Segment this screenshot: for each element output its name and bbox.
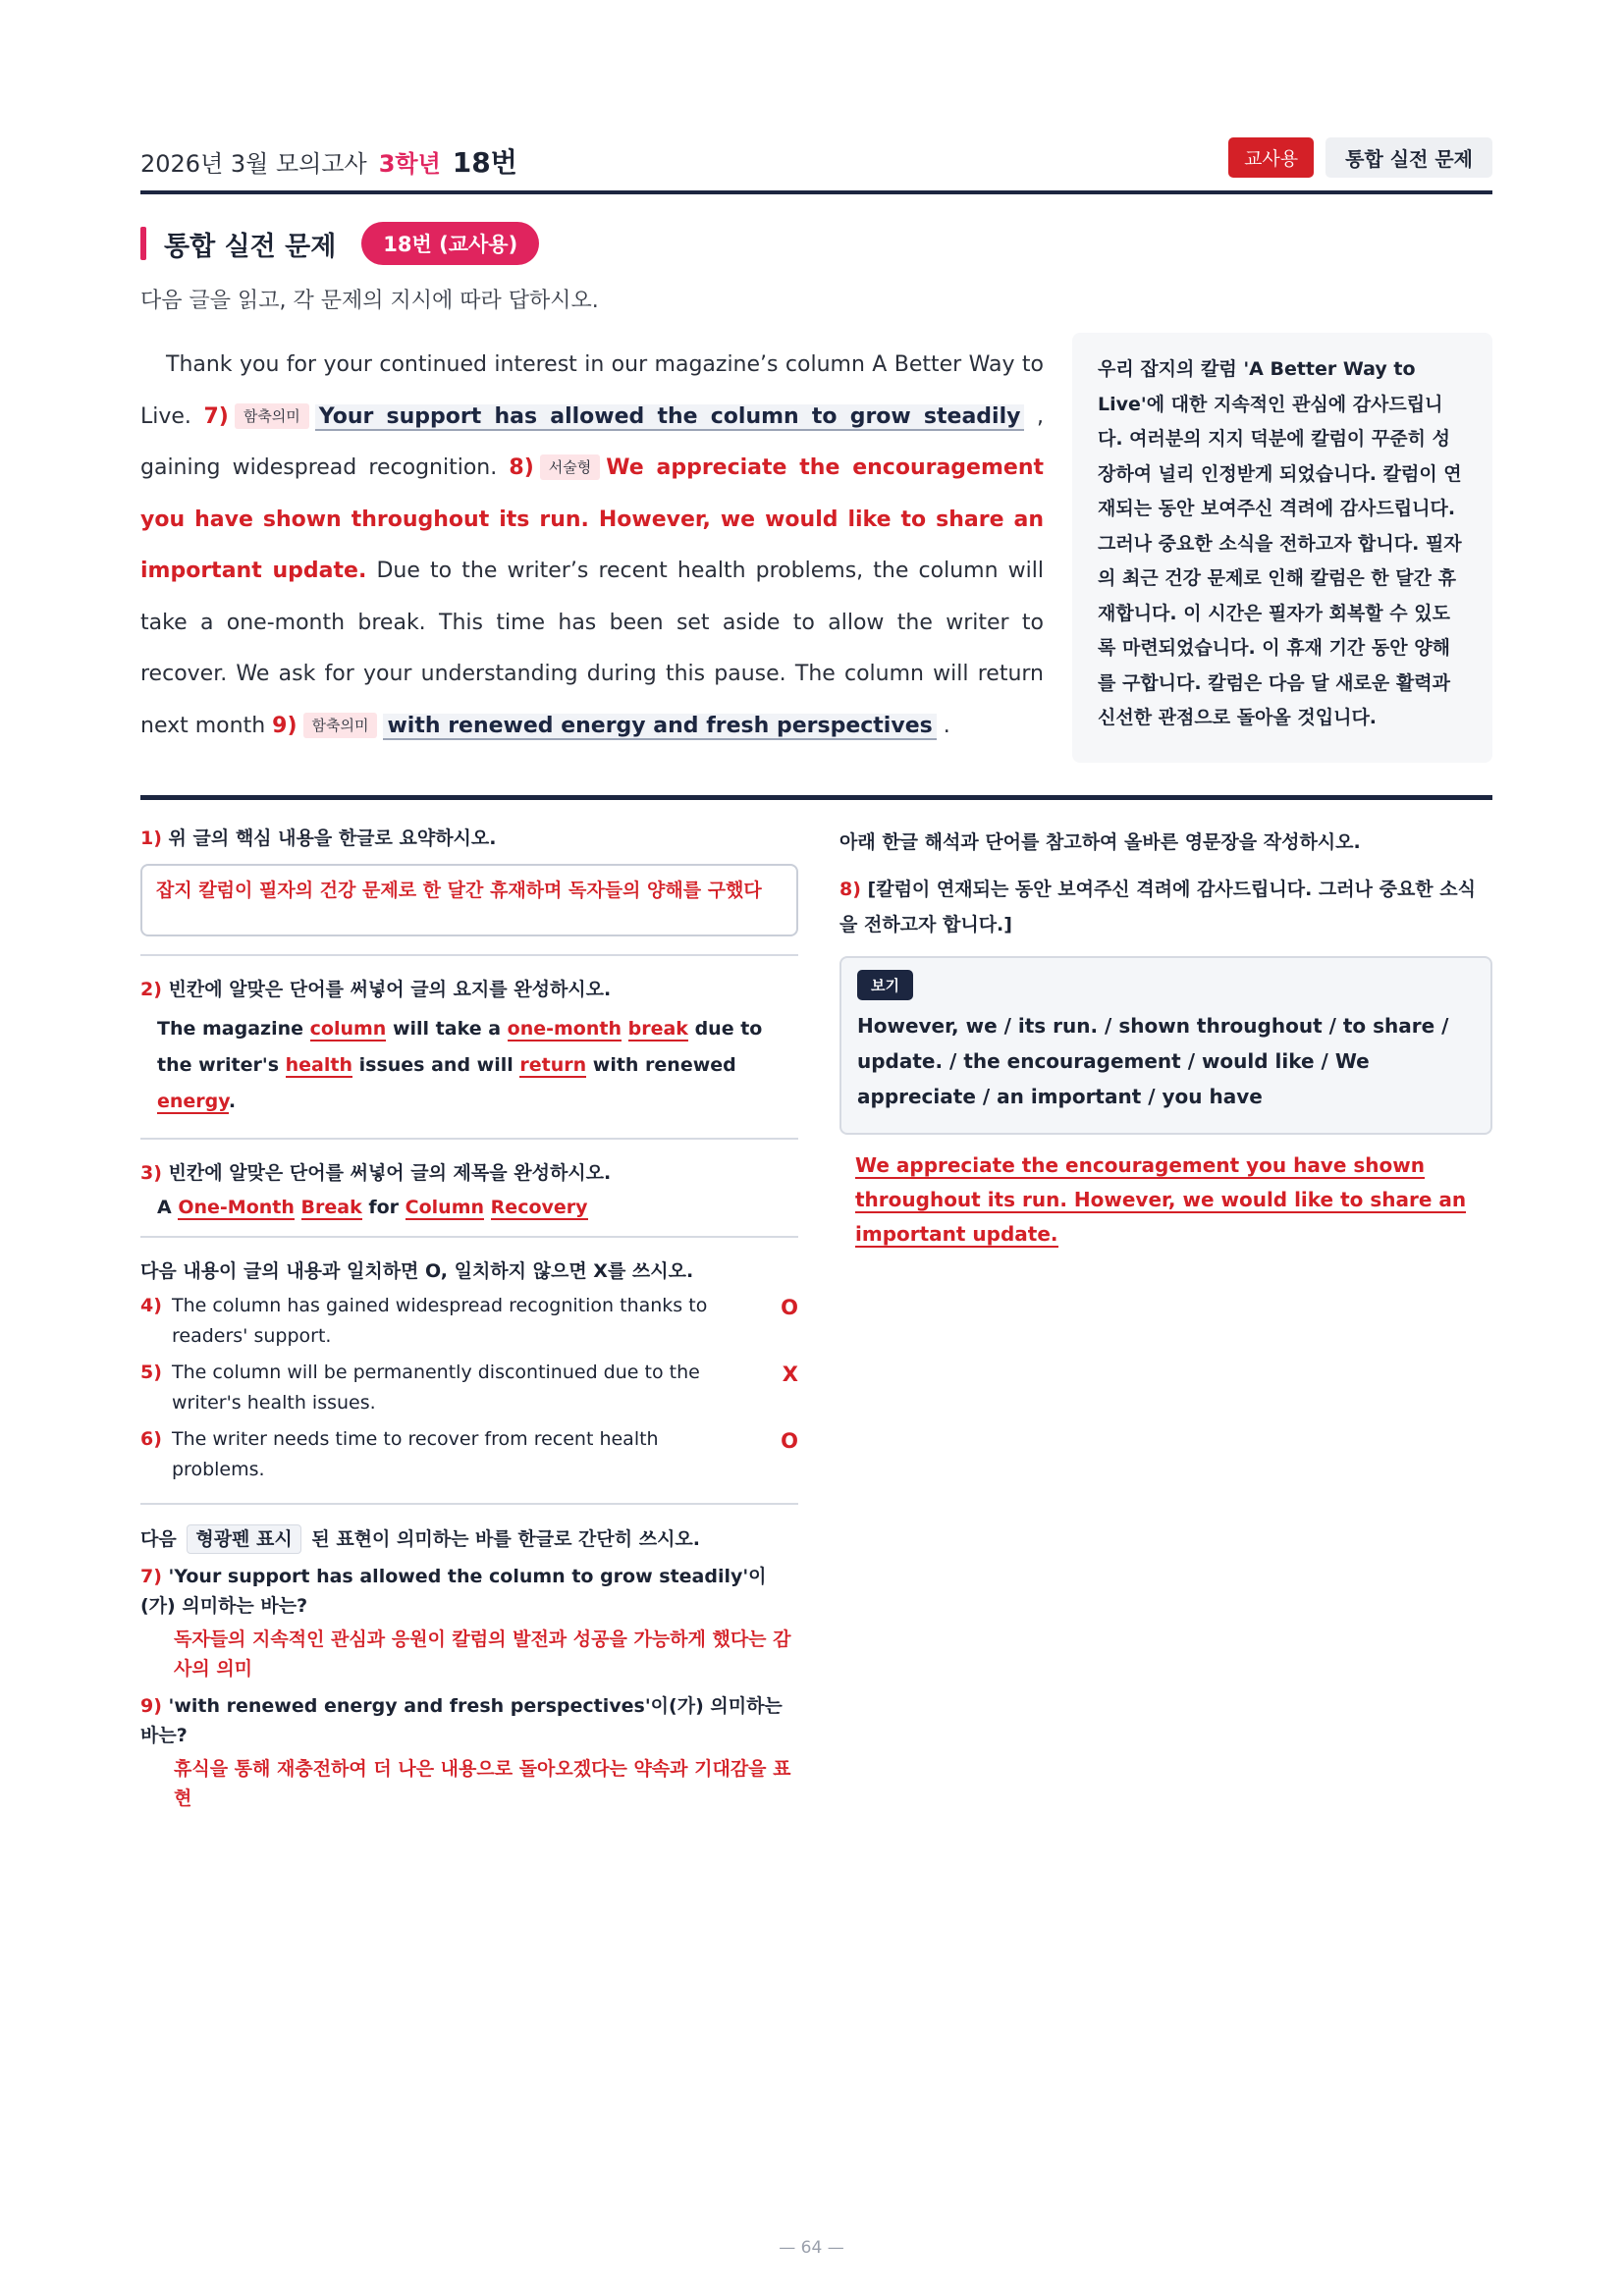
blank-answer: column bbox=[309, 1018, 387, 1040]
teacher-badge: 교사용 bbox=[1228, 137, 1314, 178]
blank-answer: break bbox=[627, 1018, 688, 1040]
passage-text: Thank you for your continued interest in our magazine’s column A Better Way to Live. bbox=[140, 352, 1044, 429]
q3-heading bbox=[140, 1159, 798, 1187]
passage-text: . bbox=[943, 713, 950, 738]
q8-english-answer bbox=[839, 1148, 1492, 1252]
meaning-instruction bbox=[140, 1524, 798, 1554]
blank-answer: health bbox=[285, 1054, 352, 1076]
q7-tag: 함축의미 bbox=[235, 403, 309, 429]
blank-answer: one-month bbox=[507, 1018, 622, 1040]
q7-highlight: Your support has allowed the column to grow steadily bbox=[315, 404, 1025, 431]
q7-answer: 독자들의 지속적인 관심과 응원이 칼럼의 발전과 성공을 가능하게 했다는 감사의 의미 bbox=[174, 1629, 791, 1680]
ox-item bbox=[140, 1291, 798, 1352]
ox-answer: O bbox=[781, 1296, 798, 1319]
title-accent-bar bbox=[140, 227, 146, 260]
blank-answer: return bbox=[519, 1054, 587, 1076]
translation-box: 우리 잡지의 칼럼 'A Better Way to Live'에 대한 지속적인 관심에 감사드립니다. 여러분의 지지 덕분에 칼럼이 꾸준히 성장하여 널리 인정받게 되었습니다. 칼럼이 연재되는 동안 보여주신 격려에 감사드립니다. 그러나 중요한 소식을 전하고자 합니다. 필자의 최근 건강 문제로 인해 칼럼은 한 달간 휴재합니다. 이 시간은 필자가 회복할 수 있도록 마련되었습니다. 이 휴재 기간 동안 양해를 구합니다. 칼럼은 다음 달 새로운 활력과 신선한 관점으로 돌아올 것입니다. bbox=[1072, 333, 1492, 763]
section-instruction: 다음 글을 읽고, 각 문제의 지시에 따라 답하시오. bbox=[140, 289, 599, 313]
ox-number: 5) bbox=[140, 1362, 162, 1383]
q8-heading bbox=[839, 872, 1492, 942]
ox-item bbox=[140, 1358, 798, 1418]
questions-left-column bbox=[140, 825, 798, 1813]
q7-meaning-text: 'Your support has allowed the column to grow steadily'이(가) 의미하는 바는? bbox=[140, 1566, 767, 1617]
ox-instruction: 다음 내용이 글의 내용과 일치하면 O, 일치하지 않으면 X를 쓰시오. bbox=[140, 1260, 694, 1282]
instruction-text: 된 표현이 의미하는 바를 한글로 간단히 쓰시오. bbox=[311, 1528, 700, 1550]
q8-target-sentence: We appreciate the encouragement you have shown throughout its run. However, we would like to share an important update. bbox=[140, 455, 1045, 583]
q8-comp-number: 8) bbox=[839, 879, 861, 900]
bogi-box bbox=[839, 956, 1492, 1135]
q2-summary bbox=[140, 1011, 798, 1120]
q2-heading bbox=[140, 976, 798, 1003]
blank-answer: Break bbox=[300, 1197, 362, 1218]
divider bbox=[140, 1138, 798, 1140]
passage-text: Due to the writer’s recent health problems, the column will take a one-month break. This time has been set aside to allow the writer to recover. We ask for your understanding during this pause. The column will return next month bbox=[140, 559, 1044, 738]
bogi-words: However, we / its run. / shown throughout / to share / update. / the encouragement / would like / We appreciate / an important / you have bbox=[857, 1014, 1449, 1108]
section-title-text: 통합 실전 문제 bbox=[164, 231, 337, 262]
q1-text: 위 글의 핵심 내용을 한글로 요약하시오. bbox=[168, 828, 497, 849]
passage-text: , gaining widespread recognition. bbox=[140, 403, 1044, 480]
q3-title-answer bbox=[140, 1197, 798, 1218]
summary-text: The magazine bbox=[157, 1018, 304, 1040]
blank-answer: Recovery bbox=[490, 1197, 588, 1218]
blank-answer: One-Month bbox=[178, 1197, 295, 1218]
divider bbox=[140, 954, 798, 956]
questions-right-column bbox=[839, 828, 1492, 1252]
q9-number: 9) bbox=[272, 713, 298, 738]
title-text: for bbox=[368, 1197, 400, 1218]
summary-text: due to the writer's bbox=[157, 1018, 763, 1076]
type-badge: 통합 실전 문제 bbox=[1325, 137, 1492, 178]
q9-meaning-number: 9) bbox=[140, 1695, 162, 1717]
ox-item bbox=[140, 1424, 798, 1485]
q9-meaning-text: 'with renewed energy and fresh perspectives'이(가) 의미하는 바는? bbox=[140, 1695, 783, 1746]
title-text: A bbox=[157, 1197, 172, 1218]
q8-number: 8) bbox=[509, 455, 534, 480]
section-divider bbox=[140, 795, 1492, 800]
ox-number: 4) bbox=[140, 1295, 162, 1316]
exam-info bbox=[140, 141, 517, 181]
q7-number: 7) bbox=[203, 403, 229, 429]
q3-number: 3) bbox=[140, 1162, 162, 1184]
q9-highlight: with renewed energy and fresh perspectives bbox=[383, 714, 936, 740]
q8-comp-text: [칼럼이 연재되는 동안 보여주신 격려에 감사드립니다. 그러나 중요한 소식을 전하고자 합니다.] bbox=[839, 879, 1476, 935]
q7-meaning-number: 7) bbox=[140, 1566, 162, 1587]
q9-answer: 휴식을 통해 재충전하여 더 나은 내용으로 돌아오겠다는 약속과 기대감을 표현 bbox=[174, 1758, 791, 1809]
grade-label: 3학년 bbox=[378, 150, 441, 178]
ox-statement: The column will be permanently discontinued due to the writer's health issues. bbox=[172, 1362, 700, 1414]
q2-number: 2) bbox=[140, 979, 162, 1000]
question-number: 18번 bbox=[452, 146, 517, 179]
q1-answer-box: 잡지 칼럼이 필자의 건강 문제로 한 달간 휴재하며 독자들의 양해를 구했다 bbox=[140, 864, 798, 936]
ox-statement: The writer needs time to recover from recent health problems. bbox=[172, 1428, 659, 1480]
q1-heading bbox=[140, 825, 798, 852]
q2-text: 빈칸에 알맞은 단어를 써넣어 글의 요지를 완성하시오. bbox=[168, 979, 612, 1000]
summary-text: with renewed bbox=[592, 1054, 736, 1076]
highlighter-tag: 형광펜 표시 bbox=[187, 1524, 300, 1554]
header-badges bbox=[1228, 137, 1492, 178]
instruction-text: 다음 bbox=[140, 1528, 177, 1550]
divider bbox=[140, 1236, 798, 1238]
summary-text: issues and will bbox=[358, 1054, 514, 1076]
q9-tag: 함축의미 bbox=[303, 713, 378, 738]
summary-text: . bbox=[228, 1091, 237, 1112]
q8-answer-text: We appreciate the encouragement you have shown throughout its run. However, we would like to share an important update. bbox=[855, 1153, 1467, 1246]
blank-answer: energy bbox=[157, 1091, 229, 1112]
q1-number: 1) bbox=[140, 828, 162, 849]
blank-answer: Column bbox=[405, 1197, 485, 1218]
passage bbox=[140, 340, 1044, 752]
exam-name: 2026년 3월 모의고사 bbox=[140, 150, 367, 178]
bogi-label: 보기 bbox=[857, 970, 913, 1000]
ox-answer: O bbox=[781, 1429, 798, 1453]
q8-tag: 서술형 bbox=[540, 454, 600, 480]
ox-statement: The column has gained widespread recognition thanks to readers' support. bbox=[172, 1295, 708, 1347]
composition-instruction: 아래 한글 해석과 단어를 참고하여 올바른 영문장을 작성하시오. bbox=[839, 831, 1361, 853]
q3-text: 빈칸에 알맞은 단어를 써넣어 글의 제목을 완성하시오. bbox=[168, 1162, 612, 1184]
q9-question bbox=[140, 1691, 798, 1750]
summary-text: will take a bbox=[392, 1018, 502, 1040]
section-pill: 18번 (교사용) bbox=[361, 222, 539, 265]
divider bbox=[140, 1503, 798, 1505]
section-title bbox=[140, 222, 539, 265]
q7-question bbox=[140, 1562, 798, 1621]
page-header bbox=[140, 137, 1492, 194]
page-number: — 64 — bbox=[779, 2238, 844, 2258]
ox-answer: X bbox=[782, 1362, 798, 1386]
ox-number: 6) bbox=[140, 1428, 162, 1450]
